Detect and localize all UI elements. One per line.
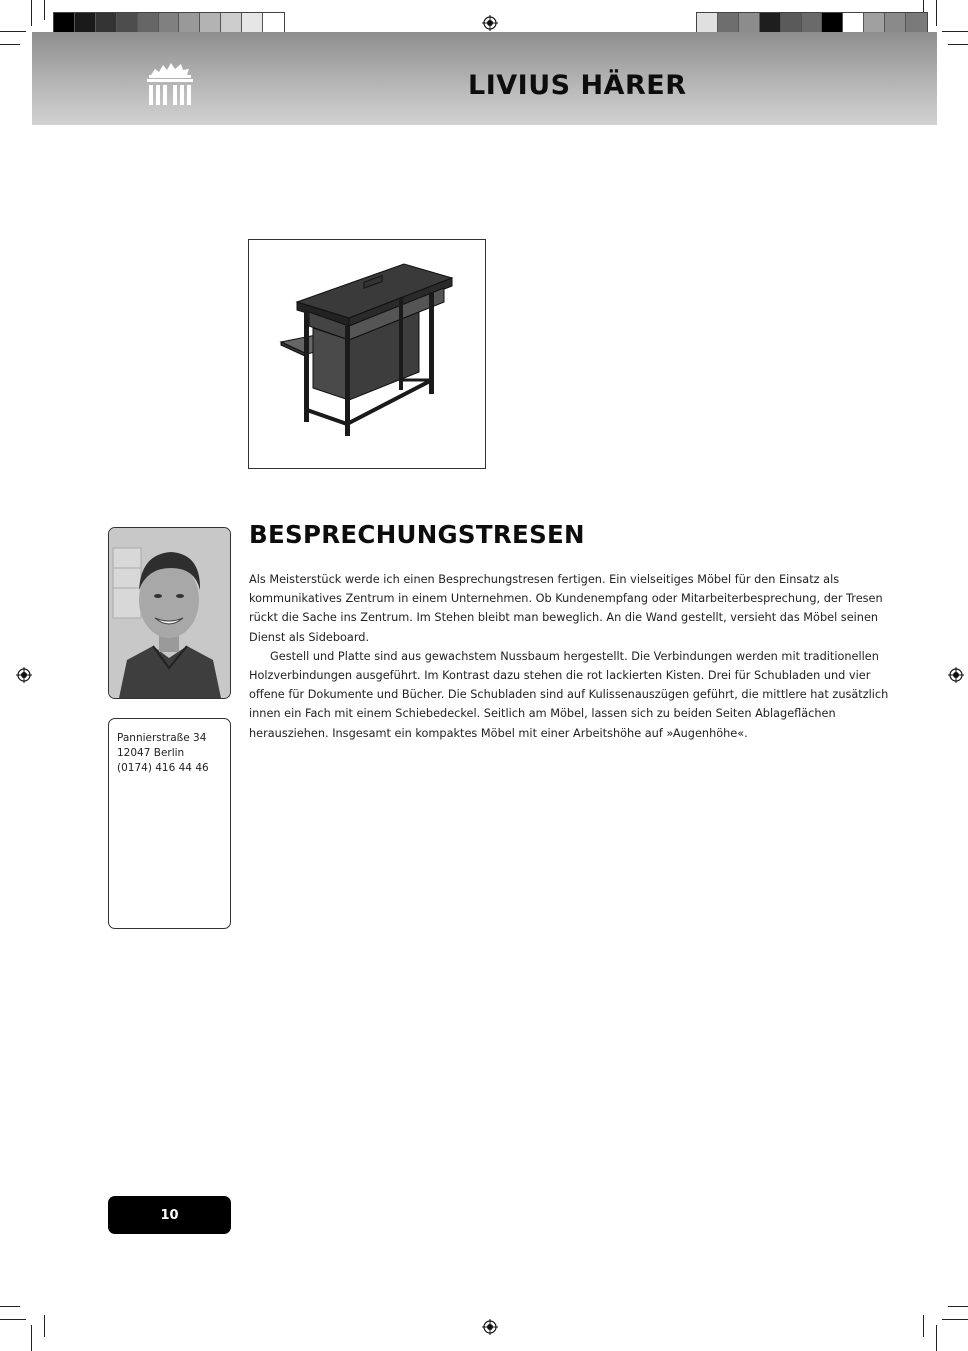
- page-title: LIVIUS HÄRER: [468, 70, 687, 101]
- crop-mark: [942, 31, 968, 32]
- contact-city: 12047 Berlin: [117, 747, 185, 759]
- color-swatch: [781, 13, 802, 33]
- crop-mark: [948, 44, 968, 45]
- color-swatch: [179, 13, 200, 33]
- article-headline: BESPRECHUNGSTRESEN: [249, 520, 585, 549]
- crop-mark: [936, 0, 937, 26]
- crop-mark: [948, 1306, 968, 1307]
- contact-street: Pannierstraße 34: [117, 732, 207, 744]
- registration-mark-icon: [482, 1319, 498, 1335]
- color-swatch: [718, 13, 739, 33]
- crop-mark: [936, 1325, 937, 1351]
- crop-mark: [923, 1315, 924, 1337]
- person-portrait-photo: [108, 527, 231, 699]
- crop-mark: [0, 1306, 20, 1307]
- color-swatch: [200, 13, 221, 33]
- color-swatch: [906, 13, 927, 33]
- contact-info-box: [108, 718, 231, 929]
- crop-mark: [44, 0, 45, 20]
- crop-mark: [31, 1325, 32, 1351]
- registration-mark-icon: [948, 667, 964, 683]
- page-number-badge: [108, 1196, 231, 1234]
- color-swatch: [885, 13, 906, 33]
- contact-phone: (0174) 416 44 46: [117, 762, 209, 774]
- color-control-bar-right: [696, 12, 928, 34]
- counter-furniture-drawing: [249, 240, 485, 468]
- product-image-frame: [248, 239, 486, 469]
- color-swatch: [864, 13, 885, 33]
- color-swatch: [242, 13, 263, 33]
- color-swatch: [739, 13, 760, 33]
- article-paragraph-1: Als Meisterstück werde ich einen Besprechungstresen fertigen. Ein vielseitiges Möbel für den Einsatz als kommunikatives Zentrum in einem Unternehmen. Ob Kundenempfang oder Mitarbeiterbesprechung, der Tresen rückt die Sache ins Zentrum. Im Stehen bleibt man beweglich. An die Wand gestellt, versieht das Möbel seinen Dienst als Sideboard.: [249, 573, 883, 644]
- crop-mark: [0, 1319, 26, 1320]
- color-swatch: [802, 13, 823, 33]
- crop-mark: [44, 1315, 45, 1337]
- color-swatch: [263, 13, 284, 33]
- article-paragraph-2: Gestell und Platte sind aus gewachstem Nussbaum hergestellt. Die Verbindungen werden mit traditionellen Holzverbindungen ausgeführt. Im Kontrast dazu stehen die rot lackierten Kisten. Drei für Schubladen und vier offene für Dokumente und Bücher. Die Schubladen sind auf Kulissenauszügen geführt, die mittlere hat zusätzlich innen ein Fach mit einem Schiebedeckel. Seitlich am Möbel, lassen sich zu beiden Seiten Ablageflächen herausziehen. Insgesamt ein kompaktes Möbel mit einer Arbeitshöhe auf »Augenhöhe«.: [249, 649, 889, 740]
- crop-mark: [31, 0, 32, 26]
- registration-mark-icon: [482, 15, 498, 31]
- color-swatch: [822, 13, 843, 33]
- color-swatch: [159, 13, 180, 33]
- color-swatch: [96, 13, 117, 33]
- article-body: [249, 570, 889, 743]
- crop-mark: [0, 31, 26, 32]
- color-swatch: [75, 13, 96, 33]
- brandenburg-gate-logo-icon: [143, 55, 197, 109]
- registration-mark-icon: [16, 667, 32, 683]
- color-swatch: [843, 13, 864, 33]
- color-swatch: [221, 13, 242, 33]
- color-swatch: [54, 13, 75, 33]
- color-swatch: [697, 13, 718, 33]
- page-number: 10: [160, 1207, 179, 1223]
- portrait-illustration: [109, 528, 230, 698]
- crop-mark: [0, 44, 20, 45]
- crop-mark: [942, 1319, 968, 1320]
- color-swatch: [760, 13, 781, 33]
- color-swatch: [117, 13, 138, 33]
- color-swatch: [138, 13, 159, 33]
- color-control-bar-left: [53, 12, 285, 34]
